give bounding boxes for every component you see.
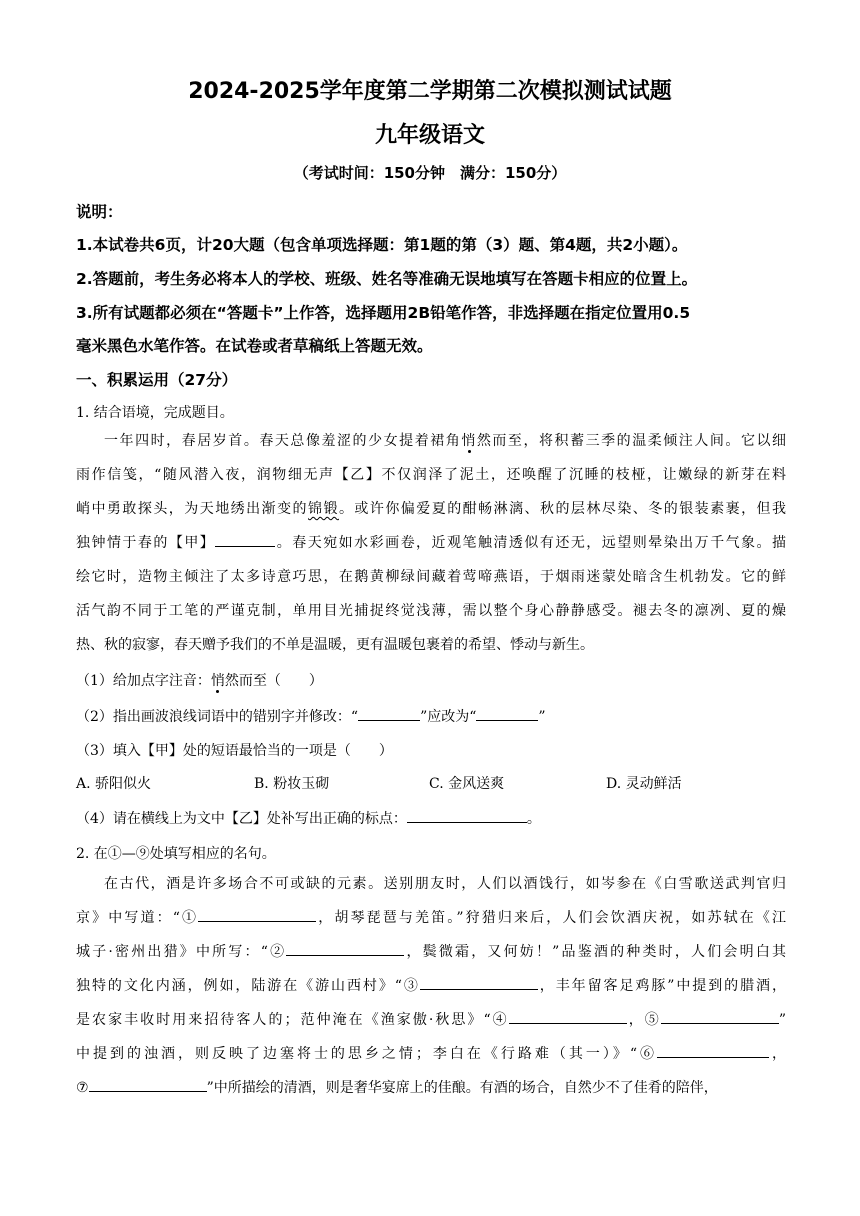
passage-line: 活气韵不同于工笔的严谨克制，单用目光捕捉终觉浅薄，需以整个身心静静感受。褪去冬的凛冽、夏的燥 — [76, 603, 786, 619]
exam-title: 2024-2025学年度第二学期第二次模拟测试试题 — [188, 79, 672, 104]
passage-line: 中提到的浊酒，则反映了边塞将士的思乡之情；李白在《行路难（其一）》“⑥ ， — [76, 1043, 786, 1063]
dotted-char: 悄 — [210, 673, 225, 689]
answer-blank-wrong-char — [358, 706, 420, 721]
passage-line: 峭中勇敢探头，为天地绣出渐变的锦锻。或许你偏爱夏的酣畅淋漓、秋的层林尽染、冬的银装素裹，但我 — [76, 501, 787, 517]
section-heading: 一、积累运用（27分） — [76, 371, 238, 389]
exam-info: （考试时间：150分钟 满分：150分） — [293, 164, 567, 182]
answer-blank-7 — [89, 1077, 207, 1092]
passage-line: 热、秋的寂寥，春天赠予我们的不单是温暖，更有温暖包裹着的希望、悸动与新生。 — [76, 637, 594, 653]
q2-prompt: 2. 在①—⑨处填写相应的名句。 — [76, 846, 276, 862]
dotted-char: 悄 — [461, 433, 477, 449]
wavy-underline-word: 锦锻 — [308, 501, 339, 517]
passage-line: 独钟情于春的【甲】 。春天宛如水彩画卷，近观笔触清透似有还无，远望则晕染出万千气象。描 — [76, 532, 786, 552]
q1-sub1: （1）给加点字注音：悄然而至（ ） — [76, 673, 323, 689]
option-d: D. 灵动鲜活 — [606, 776, 682, 792]
instruction-item-2: 2.答题前，考生务必将本人的学校、班级、姓名等准确无误地填写在答题卡相应的位置上。 — [76, 270, 698, 288]
answer-blank-3 — [420, 975, 538, 990]
passage-line: 京》中写道：“① ，胡琴琵琶与羌笛。”狩猎归来后，人们会饮酒庆祝，如苏轼在《江 — [76, 907, 786, 927]
passage-line: 是农家丰收时用来招待客人的；范仲淹在《渔家傲·秋思》“④ ，⑤ ” — [76, 1009, 786, 1029]
q1-prompt: 1. 结合语境，完成题目。 — [76, 405, 234, 421]
q1-sub4: （4）请在横线上为文中【乙】处补写出正确的标点： 。 — [76, 808, 541, 828]
option-b: B. 粉妆玉砌 — [254, 776, 330, 792]
q1-sub2: （2）指出画波浪线词语中的错别字并修改：“ ”应改为“ ” — [76, 706, 546, 726]
passage-line: 绘它时，造物主倾注了太多诗意巧思，在鹅黄柳绿间藏着莺啼燕语，于烟雨迷蒙处暗含生机勃发。它的鲜 — [76, 569, 786, 585]
option-c: C. 金风送爽 — [429, 776, 505, 792]
passage-line: 一年四时，春居岁首。春天总像羞涩的少女提着裙角悄然而至，将积蓄三季的温柔倾注人间。它以细 — [104, 433, 787, 449]
exam-subtitle: 九年级语文 — [374, 123, 485, 148]
answer-blank-1 — [198, 907, 316, 922]
passage-line: ⑦ ”中所描绘的清酒，则是奢华宴席上的佳酿。有酒的场合，自然少不了佳肴的陪伴， — [76, 1077, 786, 1097]
answer-blank-jia — [215, 532, 275, 547]
passage-line: 城子·密州出猎》中所写：“② ，鬓微霜，又何妨！”品鉴酒的种类时，人们会明白其 — [76, 941, 786, 961]
instruction-item-3-cont: 毫米黑色水笔作答。在试卷或者草稿纸上答题无效。 — [76, 337, 433, 355]
answer-blank-correct-char — [476, 706, 538, 721]
instruction-item-3: 3.所有试题都必须在“答题卡”上作答，选择题用2B铅笔作答，非选择题在指定位置用0.5 — [76, 304, 691, 322]
q1-sub3: （3）填入【甲】处的短语最恰当的一项是（ ） — [76, 743, 393, 759]
instructions-heading: 说明： — [76, 203, 123, 221]
answer-blank-6 — [657, 1043, 769, 1058]
option-a: A. 骄阳似火 — [76, 776, 152, 792]
instruction-item-1: 1.本试卷共6页，计20大题（包含单项选择题：第1题的第（3）题、第4题，共2小题）。 — [76, 236, 688, 254]
passage-line: 雨作信笺，“随风潜入夜，润物细无声【乙】不仅润泽了泥土，还唤醒了沉睡的枝桠，让嫩绿的新芽在料 — [76, 467, 786, 483]
answer-blank-5 — [661, 1009, 779, 1024]
passage-line: 在古代，酒是许多场合不可或缺的元素。送别朋友时，人们以酒饯行，如岑参在《白雪歌送武判官归 — [104, 876, 786, 892]
answer-blank-4 — [509, 1009, 627, 1024]
answer-blank-2 — [286, 941, 404, 956]
passage-line: 独特的文化内涵，例如，陆游在《游山西村》“③ ，丰年留客足鸡豚”中提到的腊酒， — [76, 975, 786, 995]
answer-blank-punctuation — [407, 808, 527, 823]
